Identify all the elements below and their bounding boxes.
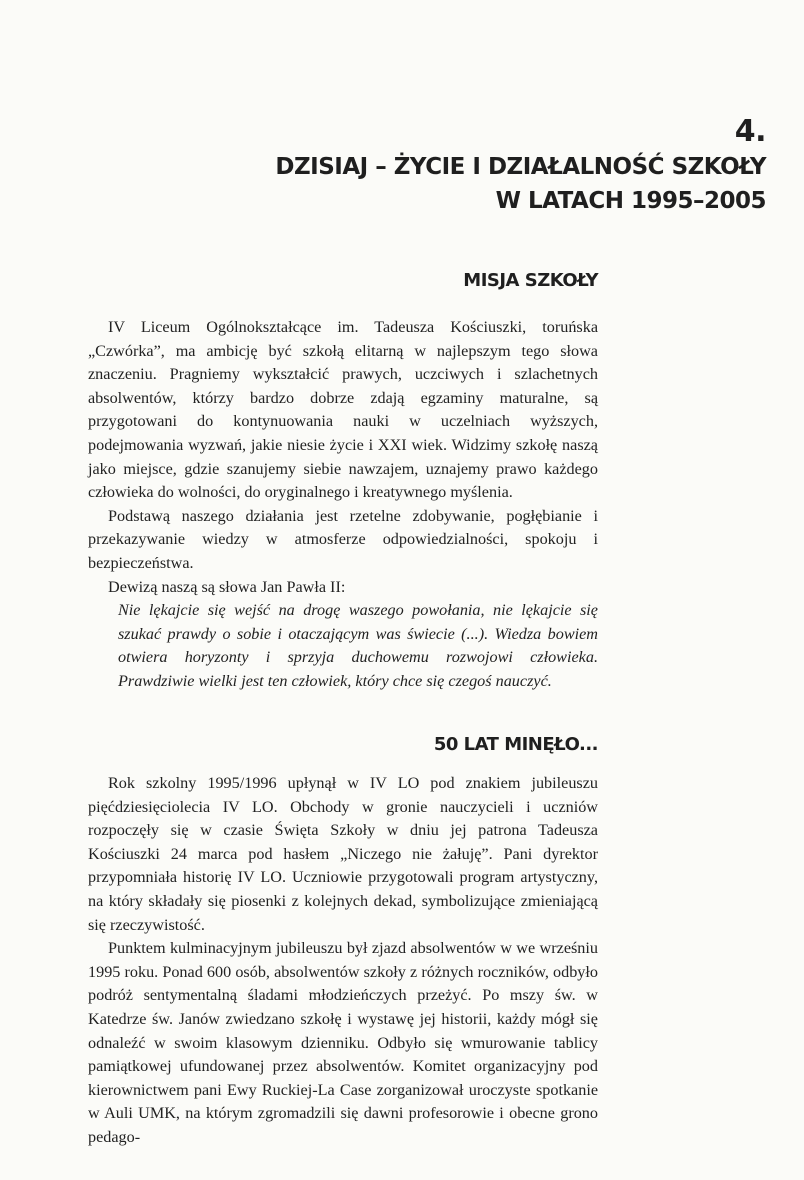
- paragraph: Punktem kulminacyjnym jubileuszu był zjazd absolwentów w we wrześniu 1995 roku. Ponad 600 osób, absolwentów szkoły z różnych roczników, odbyło podróż sentymentalną śladami młodzieńczych przeżyć. Po mszy św. w Katedrze św. Janów zwiedzano szkołę i wystawę jej historii, każdy mógł się odnaleźć w swoim klasowym dzienniku. Odbyło się wmurowanie tablicy pamiątkowej ufundowanej przez absolwentów. Komitet organizacyjny pod kierownictwem pani Ewy Ruckiej-La Case zorganizował uroczyste spotkanie w Auli UMK, na którym zgromadzili się dawni profesorowie i obecne grono pedago-: [88, 939, 598, 1146]
- section-body-misja: [88, 316, 598, 694]
- chapter-title-line-1: DZISIAJ – ŻYCIE I DZIAŁALNOŚĆ SZKOŁY: [275, 154, 766, 180]
- section-body-50-lat: [88, 772, 598, 1150]
- paragraph: IV Liceum Ogólnokształcące im. Tadeusza Kościuszki, toruńska „Czwórka”, ma ambicję być szkołą elitarną w najlepszym tego słowa znaczeniu. Pragniemy wykształcić prawych, uczciwych i szlachetnych absolwentów, którzy bardzo dobrze zdają egzaminy maturalne, są przygotowani do kontynuowania nauki w uczelniach wyższych, podejmowania wyzwań, jakie niesie życie i XXI wiek. Widzimy szkołę naszą jako miejsce, gdzie szanujemy siebie nawzajem, uznajemy prawo każdego człowieka do wolności, do oryginalnego i kreatywnego myślenia.: [88, 318, 598, 502]
- chapter-title-line-2: W LATACH 1995–2005: [495, 188, 766, 214]
- chapter-number: 4.: [734, 114, 766, 149]
- quote: Nie lękajcie się wejść na drogę waszego powołania, nie lękajcie się szukać prawdy o sobie i otaczającym was świecie (...). Wiedza bowiem otwiera horyzonty i sprzyja duchowemu rozwojowi człowieka. Prawdziwie wielki jest ten człowiek, który chce się czegoś nauczyć.: [118, 601, 598, 690]
- paragraph: Podstawą naszego działania jest rzetelne zdobywanie, pogłębianie i przekazywanie wiedzy w atmosferze odpowiedzialności, spokoju i bezpieczeństwa.: [88, 506, 598, 572]
- paragraph: Dewizą naszą są słowa Jan Pawła II:: [108, 577, 346, 596]
- section-title-50-lat: 50 LAT MINĘŁO...: [433, 734, 598, 755]
- paragraph: Rok szkolny 1995/1996 upłynął w IV LO pod znakiem jubileuszu pięćdziesięciolecia IV LO. Obchody w gronie nauczycieli i uczniów rozpoczęły się w czasie Święta Szkoły w dniu jej patrona Tadeusza Kościuszki 24 marca pod hasłem „Niczego nie żałuję”. Pani dyrektor przypomniała historię IV LO. Uczniowie przygotowali program artystyczny, na który składały się piosenki z kolejnych dekad, symbolizujące zmieniającą się rzeczywistość.: [88, 774, 598, 934]
- chapter-title: [166, 150, 766, 218]
- section-title-misja: MISJA SZKOŁY: [463, 270, 598, 291]
